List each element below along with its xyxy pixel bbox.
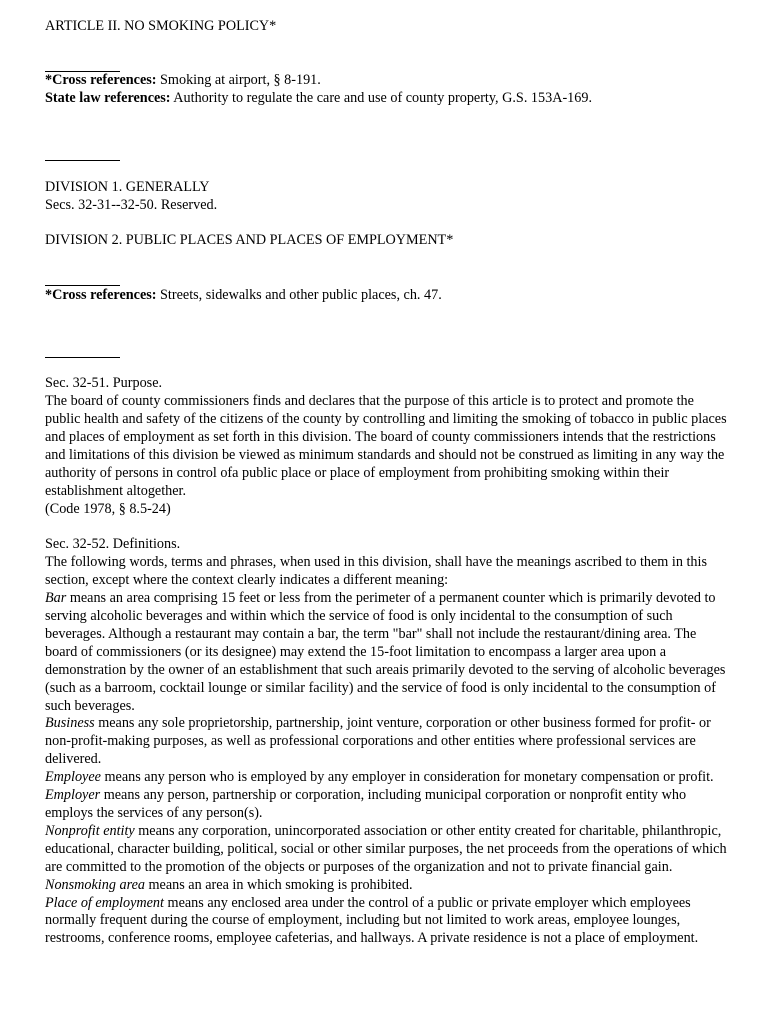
document-page bbox=[45, 18, 730, 948]
division-2-cross-references bbox=[45, 287, 730, 305]
cross-references-label: *Cross references: bbox=[45, 72, 157, 89]
state-law-references-text: Authority to regulate the care and use of county property, G.S. 153A-169. bbox=[170, 90, 592, 107]
cross-references-text: Smoking at airport, § 8-191. bbox=[156, 72, 321, 89]
definition-term: Bar bbox=[45, 590, 67, 607]
reserved-sections: Secs. 32-31--32-50. Reserved. bbox=[45, 196, 218, 213]
definition-term: Business bbox=[45, 715, 95, 732]
definition-text: means any person who is employed by any employer in consideration for monetary compensation or profit. bbox=[100, 769, 714, 786]
article-title: ARTICLE II. NO SMOKING POLICY* bbox=[45, 18, 277, 34]
section-32-51-heading: Sec. 32-51. Purpose. bbox=[45, 375, 163, 392]
footnote-end-rule bbox=[45, 160, 120, 161]
definition-text: means any corporation, unincorporated association or other entity created for charitable, philanthropic, educational, character building, political, social or other similar purposes, the net proceeds from the operations of which are committed to the promotion of the objects or purposes of the organization and not to private financial gain. bbox=[45, 822, 727, 875]
section-32-52-intro: The following words, terms and phrases, when used in this division, shall have the meanings ascribed to them in this section, except where the context clearly indicates a different meaning: bbox=[45, 554, 707, 589]
definition-term: Place of employment bbox=[45, 894, 164, 911]
article-cross-references bbox=[45, 72, 730, 90]
definition-text: means any person, partnership or corporation, including municipal corporation or nonprofit entity who employs the services of any person(s). bbox=[45, 787, 687, 821]
definition-employer bbox=[45, 787, 730, 823]
cross-references-label: *Cross references: bbox=[45, 286, 157, 303]
section-32-51-code-citation: (Code 1978, § 8.5-24) bbox=[45, 500, 171, 517]
section-32-52-heading: Sec. 32-52. Definitions. bbox=[45, 536, 181, 553]
division-2-title: DIVISION 2. PUBLIC PLACES AND PLACES OF EMPLOYMENT* bbox=[45, 232, 454, 249]
definition-text: means an area comprising 15 feet or less from the perimeter of a permanent counter which is primarily devoted to serving alcoholic beverages and within which the service of food is only incidental to the consumption of such beverages. Although a restaurant may contain a bar, the term "bar" shall not include the restaurant/dining area. The board of commissioners (or its designee) may extend the 15-foot limitation to encompass a larger area upon a demonstration by the owner of an establishment that such areais primarily devoted to the serving of alcoholic beverages (such as a barroom, cocktail lounge or similar facility) and the service of food is only incidental to the consumption of such beverages. bbox=[45, 590, 726, 714]
definition-nonprofit-entity bbox=[45, 823, 730, 877]
definition-business bbox=[45, 715, 730, 769]
definition-place-of-employment bbox=[45, 895, 730, 949]
definition-term: Employer bbox=[45, 787, 101, 804]
state-law-references bbox=[45, 90, 730, 108]
definition-bar bbox=[45, 590, 730, 715]
definition-term: Employee bbox=[45, 769, 101, 786]
division-1-title: DIVISION 1. GENERALLY bbox=[45, 178, 210, 195]
definition-term: Nonsmoking area bbox=[45, 876, 145, 893]
section-32-51-body: The board of county commissioners finds and declares that the purpose of this article is to protect and promote the public health and safety of the citizens of the county by controlling and limiting the smoking of tobacco in public places and places of employment as set forth in this division. The board of county commissioners intends that the restrictions and limitations of this division be viewed as minimum standards and should not be construed as limiting in any way the authority of persons in control ofa public place or place of employment from prohibiting smoking within their establishment altogether. bbox=[45, 393, 727, 499]
definition-nonsmoking-area bbox=[45, 877, 730, 895]
definition-text: means an area in which smoking is prohibited. bbox=[144, 876, 413, 893]
footnote-end-rule bbox=[45, 357, 120, 358]
definition-employee bbox=[45, 769, 730, 787]
definition-text: means any sole proprietorship, partnership, joint venture, corporation or other business formed for profit- or non-profit-making purposes, as well as professional corporations and other entities where professional services are delivered. bbox=[45, 715, 711, 768]
state-law-references-label: State law references: bbox=[45, 90, 171, 107]
definition-text: means any enclosed area under the control of a public or private employer which employees normally frequent during the course of employment, including but not limited to work areas, employee lounges, restrooms, conference rooms, employee cafeterias, and hallways. A private residence is not a place of employment. bbox=[45, 894, 699, 947]
cross-references-text: Streets, sidewalks and other public places, ch. 47. bbox=[156, 286, 442, 303]
definition-term: Nonprofit entity bbox=[45, 822, 135, 839]
